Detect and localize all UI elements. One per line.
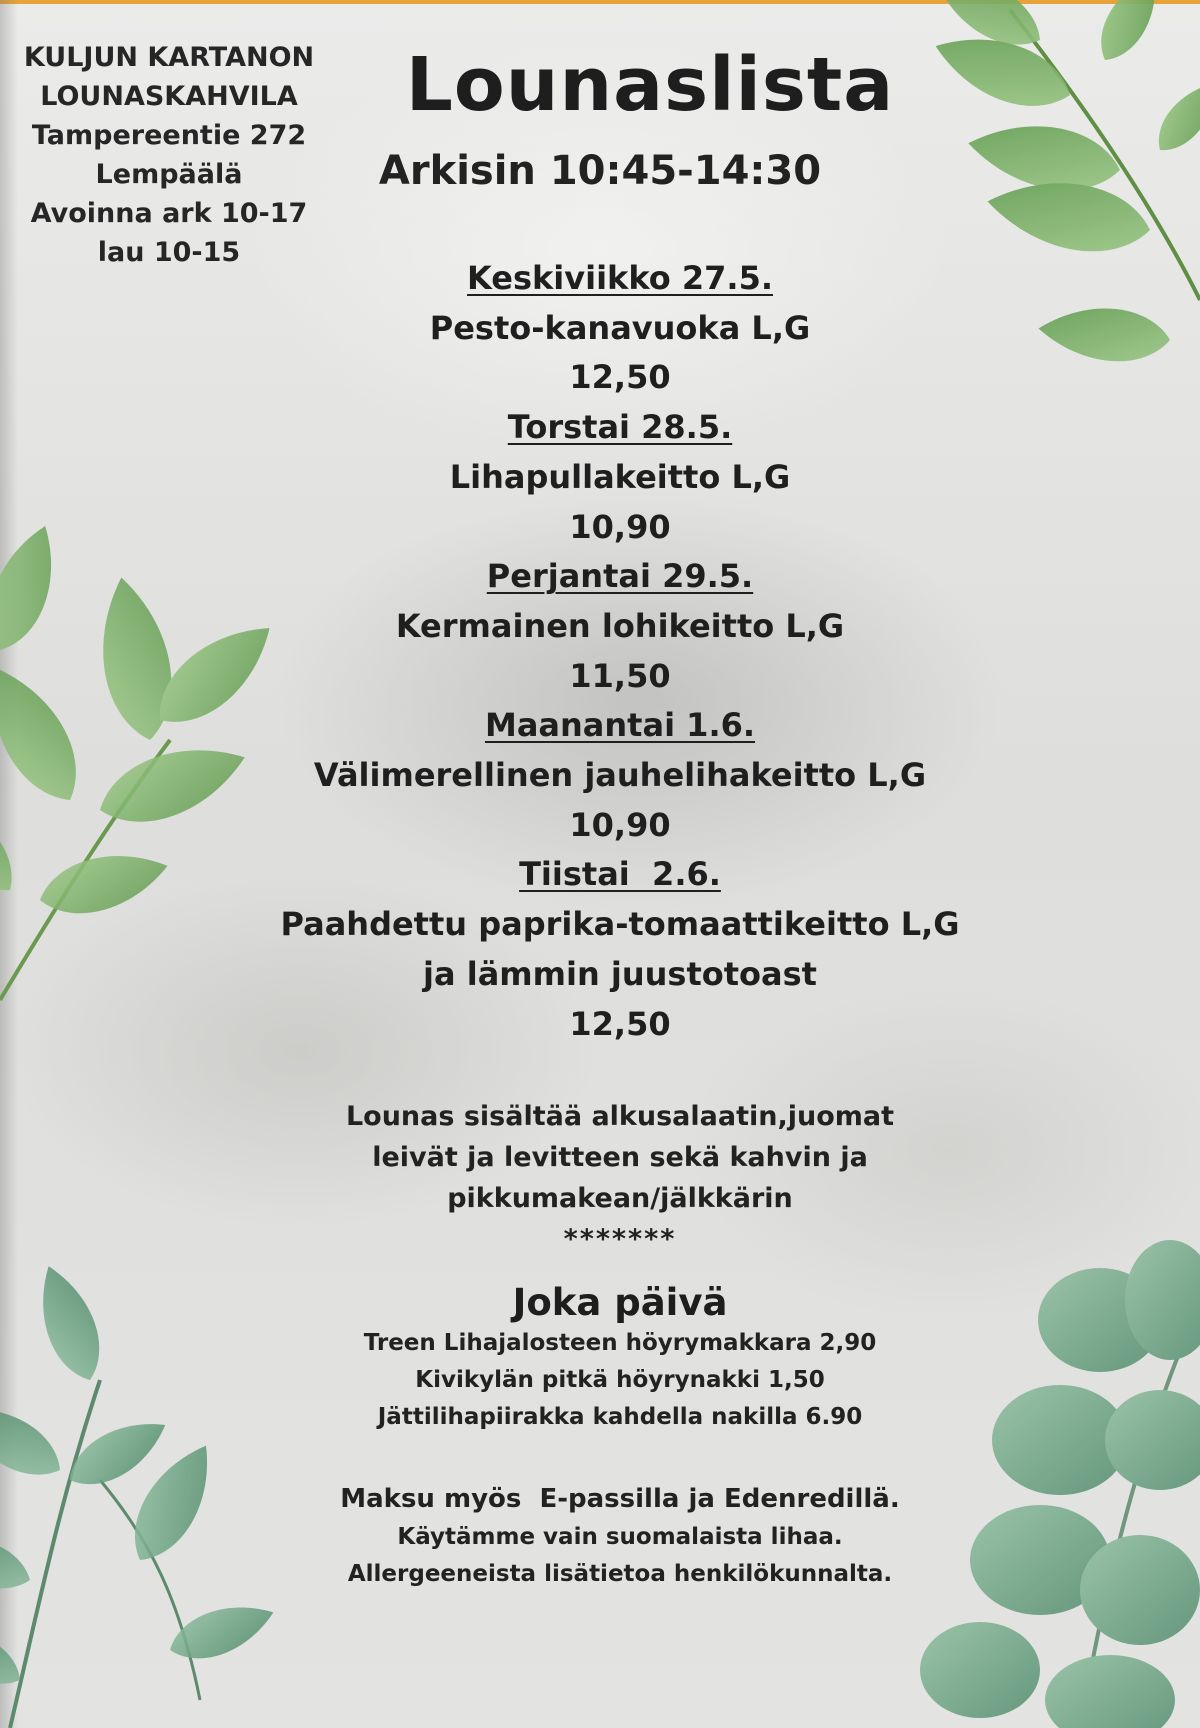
menu-day: Keskiviikko 27.5.: [467, 259, 773, 297]
menu-price: 10,90: [569, 507, 671, 546]
venue-address: Tampereentie 272: [31, 120, 307, 151]
menu-dish: Paahdettu paprika-tomaattikeitto L,G: [280, 905, 960, 944]
menu-dish-continued: ja lämmin juustotoast: [423, 954, 817, 993]
allergen-note: Allergeeneista lisätietoa henkilökunnalta.: [347, 1561, 893, 1587]
menu-dish: Pesto-kanavuoka L,G: [429, 308, 811, 347]
venue-name-line2: LOUNASKAHVILA: [40, 81, 298, 112]
meat-origin-note: Käytämme vain suomalaista lihaa.: [397, 1524, 843, 1550]
every-day-items: [250, 1325, 990, 1436]
bottom-left-branch-icon: [0, 1258, 281, 1728]
opening-hours-saturday: lau 10-15: [97, 237, 241, 268]
menu-price: 12,50: [569, 358, 671, 397]
menu-price: 12,50: [569, 1004, 671, 1043]
menu-dish: Kermainen lohikeitto L,G: [395, 606, 845, 645]
includes-line: pikkumakean/jälkkärin: [447, 1183, 793, 1214]
menu-dish: Välimerellinen jauhelihakeitto L,G: [313, 756, 927, 795]
lunch-hours: Arkisin 10:45-14:30: [378, 148, 822, 194]
menu-price: 11,50: [569, 656, 671, 695]
star-separator: *******: [563, 1224, 677, 1255]
menu-day: Perjantai 29.5.: [486, 557, 754, 596]
menu-day: Tiistai 2.6.: [519, 855, 721, 894]
payment-note: Maksu myös E-passilla ja Edenredillä.: [340, 1484, 900, 1514]
venue-info: [14, 38, 324, 272]
venue-city: Lempäälä: [95, 159, 243, 190]
includes-line: Lounas sisältää alkusalaatin,juomat: [345, 1101, 895, 1132]
page-title: Lounaslista: [405, 42, 895, 128]
every-day-heading: Joka päivä: [512, 1281, 728, 1324]
footer-notes: [250, 1479, 990, 1593]
menu-day: Torstai 28.5.: [507, 408, 733, 447]
menu-price: 10,90: [569, 805, 671, 844]
menu-day: Maanantai 1.6.: [484, 706, 756, 745]
every-day-item: Kivikylän pitkä höyrynakki 1,50: [415, 1367, 825, 1393]
daily-menu: [220, 254, 1020, 1049]
every-day-item: Jättilihapiirakka kahdella nakilla 6.90: [377, 1404, 863, 1430]
opening-hours-weekdays: Avoinna ark 10-17: [30, 198, 308, 229]
venue-name-line1: KULJUN KARTANON: [23, 42, 315, 73]
top-accent-bar: [0, 0, 1200, 4]
every-day-item: Treen Lihajalosteen höyrymakkara 2,90: [363, 1330, 877, 1356]
lunch-includes: [250, 1096, 990, 1260]
includes-line: leivät ja levitteen sekä kahvin ja: [372, 1142, 868, 1173]
menu-dish: Lihapullakeitto L,G: [449, 457, 791, 496]
